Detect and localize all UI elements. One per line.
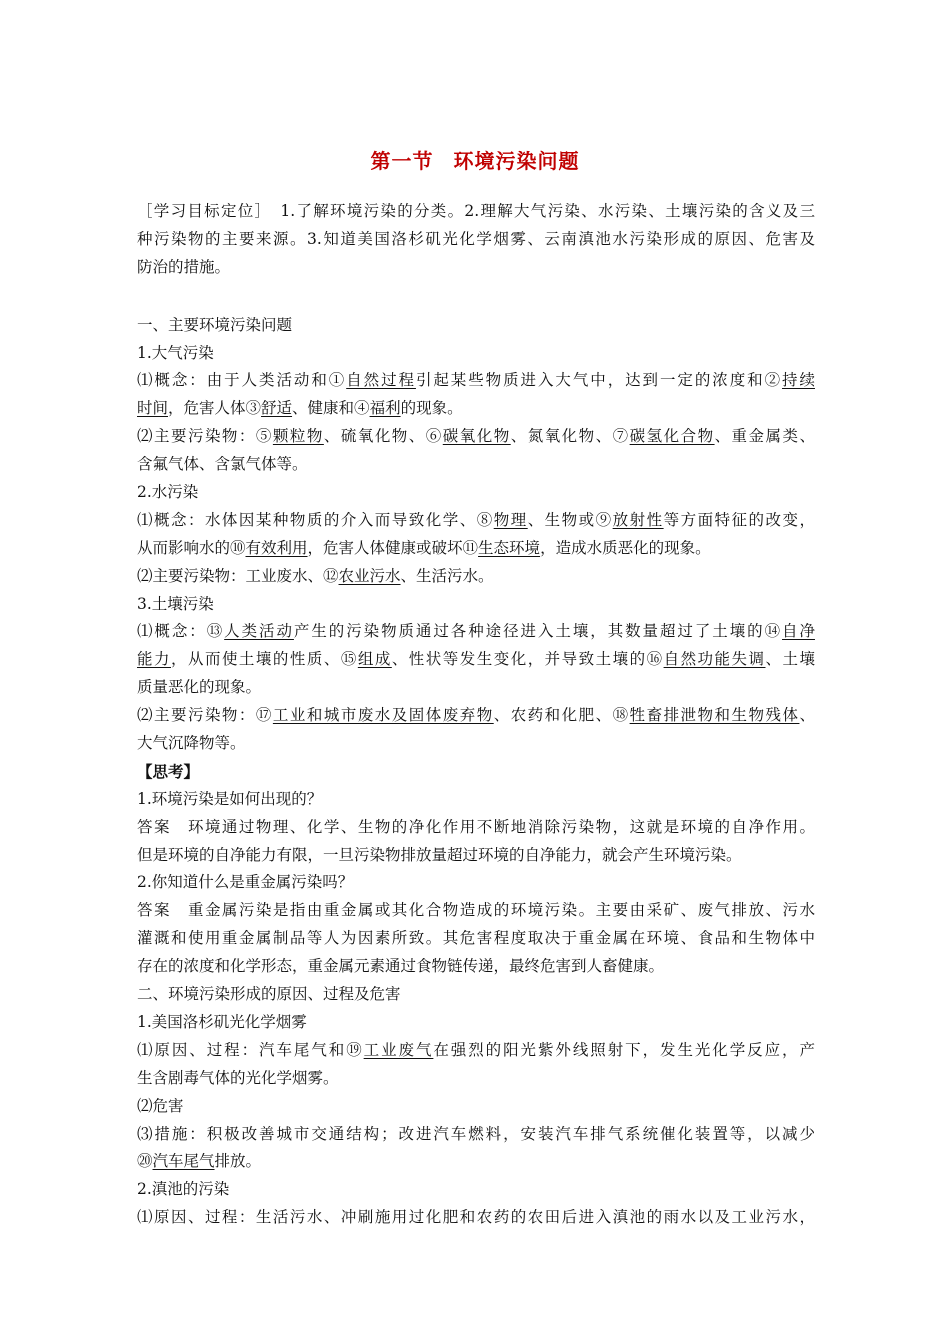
la-measures-line-1: ⑶措施：积极改善城市交通结构；改进汽车燃料，安装汽车排气系统催化装置等，以减少	[137, 1124, 815, 1143]
air-pollutants-line-1	[137, 423, 815, 451]
text-run: ，从而使土壤的性质、⑮	[170, 650, 358, 669]
section-heading-1: 一、主要环境污染问题	[137, 315, 293, 334]
blank-answer: 碳氢化合物	[629, 427, 715, 446]
text-run: 、健康和④	[292, 399, 370, 418]
blank-answer: 自然过程	[346, 371, 416, 390]
text-run: 、性状等发生变化，并导致土壤的⑯	[391, 650, 664, 669]
text-run: ⑵主要污染物：⑰	[137, 706, 273, 725]
blank-answer: 能力	[137, 650, 171, 669]
water-concept-line-1	[137, 507, 815, 535]
soil-concept-line-3: 质量恶化的现象。	[137, 678, 262, 697]
question-2: 2.你知道什么是重金属污染吗？	[137, 873, 354, 892]
think-heading: 【思考】	[137, 761, 200, 781]
blank-answer: 自然功能失调	[663, 650, 766, 669]
blank-answer: 物理	[493, 510, 528, 529]
text-run: 引起某些物质进入大气中，达到一定的浓度和②	[415, 371, 783, 390]
subheading-air: 1.大气污染	[137, 343, 214, 362]
objectives-line-1	[137, 198, 815, 226]
air-pollutants-line-2: 含氟气体、含氯气体等。	[137, 455, 308, 474]
la-harm: ⑵危害	[137, 1096, 184, 1115]
document-body	[137, 198, 815, 1232]
la-measures-line-2	[137, 1148, 815, 1176]
blank-answer: 自净	[782, 622, 815, 641]
water-concept-line-2	[137, 535, 815, 563]
air-concept-line-2	[137, 395, 815, 423]
dianchi-cause-line-1: ⑴原因、过程：生活污水、冲刷施用过化肥和农药的农田后进入滇池的雨水以及工业污水，	[137, 1208, 815, 1227]
text-run: 从而影响水的⑩	[137, 538, 246, 557]
text-run: 的现象。	[400, 399, 463, 418]
text-run: 、农药和化肥、⑱	[493, 706, 630, 725]
blank-answer: 牲畜排泄物和生物残体	[629, 706, 800, 725]
objectives-label: ［学习目标定位］	[137, 202, 264, 220]
text-run: 、土壤	[765, 650, 815, 669]
text-run: ⑵主要污染物：工业废水、⑫	[137, 566, 339, 585]
blank-answer: 碳氧化物	[442, 427, 511, 446]
water-pollutants-line-1	[137, 563, 815, 591]
text-run: 产生的污染物质通过各种途径进入土壤，其数量超过了土壤的⑭	[293, 622, 783, 641]
section-heading-2: 二、环境污染形成的原因、过程及危害	[137, 985, 401, 1004]
air-concept-line-1	[137, 367, 815, 395]
objectives-line-3: 防治的措施。	[137, 257, 231, 276]
blank-answer: 生态环境	[478, 538, 541, 557]
blank-answer: 放射性	[612, 510, 664, 529]
answer-2-line-2: 灌溉和使用重金属制品等人为因素所致。其危害程度取决于重金属在环境、食品和生物体中	[137, 929, 815, 948]
text-run: ，危害人体健康或破坏⑪	[307, 538, 479, 557]
text-run: 、生活污水。	[400, 566, 494, 585]
answer-1-line-2: 但是环境的自净能力有限，一旦污染物排放量超过环境的自净能力，就会产生环境污染。	[137, 845, 742, 864]
text-run: 、氮氧化物、⑦	[510, 427, 630, 446]
subheading-water: 2.水污染	[137, 483, 199, 502]
text-run: ⑴概念：由于人类活动和①	[137, 371, 347, 390]
text-run: ，造成水质恶化的现象。	[540, 538, 711, 557]
subheading-soil: 3.土壤污染	[137, 594, 214, 613]
title-section-name: 环境污染问题	[453, 149, 580, 173]
blank-answer: 工业废气	[363, 1040, 434, 1059]
text-run: 等方面特征的改变，	[663, 510, 815, 529]
answer-2-line-3: 存在的浓度和化学形态，重金属元素通过食物链传递，最终危害到人畜健康。	[137, 957, 665, 976]
objectives-line-2: 种污染物的主要来源。3.知道美国洛杉矶光化学烟雾、云南滇池水污染形成的原因、危害及	[137, 229, 815, 248]
blank-answer: 组成	[357, 650, 392, 669]
blank-answer: 持续	[782, 371, 815, 390]
text-run: ⑴概念：水体因某种物质的介入而导致化学、⑧	[137, 510, 494, 529]
la-cause-line-2: 生含剧毒气体的光化学烟雾。	[137, 1068, 339, 1087]
blank-answer: 工业和城市废水及固体废弃物	[272, 706, 494, 725]
question-1: 1.环境污染是如何出现的？	[137, 789, 323, 808]
blank-answer: 有效利用	[245, 538, 308, 557]
soil-pollutants-line-2: 大气沉降物等。	[137, 734, 246, 753]
soil-concept-line-2	[137, 646, 815, 674]
text-run: ⑴原因、过程：汽车尾气和⑲	[137, 1040, 364, 1059]
answer-2-line-1: 答案 重金属污染是指由重金属或其化合物造成的环境污染。主要由采矿、废气排放、污水	[137, 901, 815, 920]
text-run: ⑴概念：⑬	[137, 622, 225, 641]
soil-concept-line-1	[137, 618, 815, 646]
blank-answer: 颗粒物	[272, 427, 324, 446]
blank-answer: 舒适	[261, 399, 293, 418]
text-run: ⑳	[137, 1152, 153, 1171]
blank-answer: 时间	[137, 399, 169, 418]
blank-answer: 农业污水	[338, 566, 401, 585]
answer-1-line-1: 答案 环境通过物理、化学、生物的净化作用不断地消除污染物，这就是环境的自净作用。	[137, 817, 815, 836]
text-run: 在强烈的阳光紫外线照射下，发生光化学反应，产	[433, 1040, 815, 1059]
text-run: ，危害人体③	[168, 399, 262, 418]
text-run: 、生物或⑨	[527, 510, 613, 529]
text-run: ⑵主要污染物：⑤	[137, 427, 273, 446]
blank-answer: 福利	[369, 399, 401, 418]
text-run: 、硫氧化物、⑥	[323, 427, 443, 446]
blank-answer: 人类活动	[224, 622, 294, 641]
text-run: 排放。	[214, 1152, 262, 1171]
soil-pollutants-line-1	[137, 702, 815, 730]
blank-answer: 汽车尾气	[152, 1152, 215, 1171]
page-title	[0, 145, 950, 174]
text-run: 1.了解环境污染的分类。2.理解大气污染、水污染、土壤污染的含义及三	[280, 202, 815, 220]
text-run: 、	[799, 706, 815, 725]
la-cause-line-1	[137, 1037, 815, 1065]
subheading-dianchi: 2.滇池的污染	[137, 1180, 230, 1199]
text-run: 、重金属类、	[714, 427, 815, 446]
subheading-la-smog: 1.美国洛杉矶光化学烟雾	[137, 1012, 307, 1031]
title-section-number: 第一节	[370, 149, 434, 173]
